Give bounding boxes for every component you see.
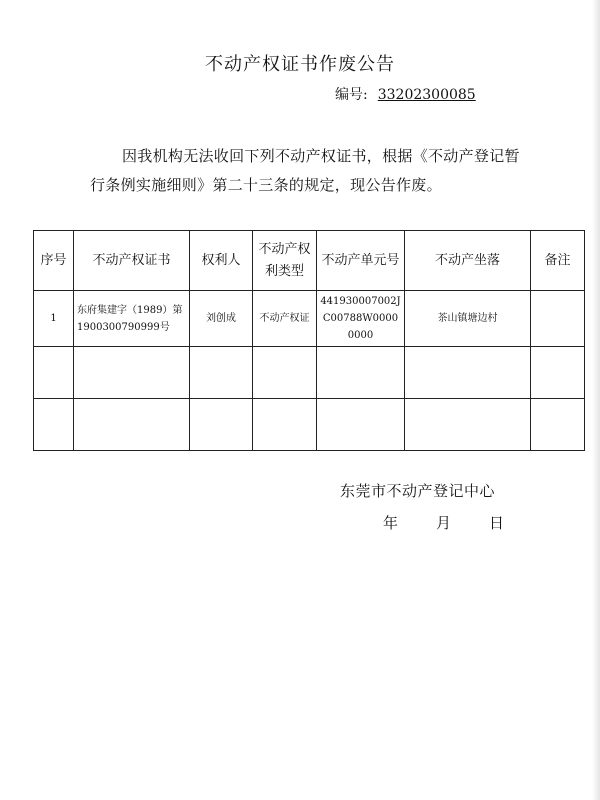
document-title: 不动产权证书作废公告 — [205, 54, 395, 75]
empty-cell — [531, 399, 585, 451]
empty-cell — [190, 399, 253, 451]
cell-holder: 刘创成 — [190, 291, 253, 347]
header-holder: 权利人 — [190, 231, 253, 291]
empty-cell — [405, 399, 531, 451]
empty-cell — [74, 399, 190, 451]
issuing-authority: 东莞市不动产登记中心 — [340, 482, 496, 500]
empty-cell — [531, 347, 585, 399]
date-year-label: 年 — [383, 514, 399, 532]
empty-cell — [34, 347, 74, 399]
header-right-type: 不动产权利类型 — [253, 231, 317, 291]
scan-edge-shadow — [592, 0, 600, 800]
header-certificate: 不动产权证书 — [74, 231, 190, 291]
empty-cell — [253, 399, 317, 451]
empty-cell — [253, 347, 317, 399]
table-header-row — [34, 231, 585, 291]
empty-cell — [34, 399, 74, 451]
document-number-value: 33202300085 — [377, 87, 476, 103]
cell-remark — [531, 291, 585, 347]
signature-date — [383, 512, 504, 533]
header-unit-no: 不动产单元号 — [317, 231, 405, 291]
cell-certificate: 东府集建字（1989）第1900300790999号 — [74, 291, 190, 347]
cell-seq: 1 — [34, 291, 74, 347]
document-number-label: 编号: — [335, 87, 368, 103]
document-number — [335, 84, 476, 104]
table-row-empty — [34, 399, 585, 451]
cell-unit-no: 441930007002JC00788W00000000 — [317, 291, 405, 347]
header-seq: 序号 — [34, 231, 74, 291]
date-day-label: 日 — [489, 514, 505, 532]
empty-cell — [405, 347, 531, 399]
empty-cell — [74, 347, 190, 399]
table-row-empty — [34, 347, 585, 399]
date-month-label: 月 — [436, 514, 452, 532]
table-row — [34, 291, 585, 347]
header-remark: 备注 — [531, 231, 585, 291]
cell-right-type: 不动产权证 — [253, 291, 317, 347]
header-location: 不动产坐落 — [405, 231, 531, 291]
empty-cell — [317, 347, 405, 399]
announcement-body: 因我机构无法收回下列不动产权证书，根据《不动产登记暂行条例实施细则》第二十三条的规定，现公告作废。 — [90, 147, 520, 194]
void-certificate-table — [33, 230, 585, 451]
cell-location: 茶山镇塘边村 — [405, 291, 531, 347]
empty-cell — [317, 399, 405, 451]
empty-cell — [190, 347, 253, 399]
